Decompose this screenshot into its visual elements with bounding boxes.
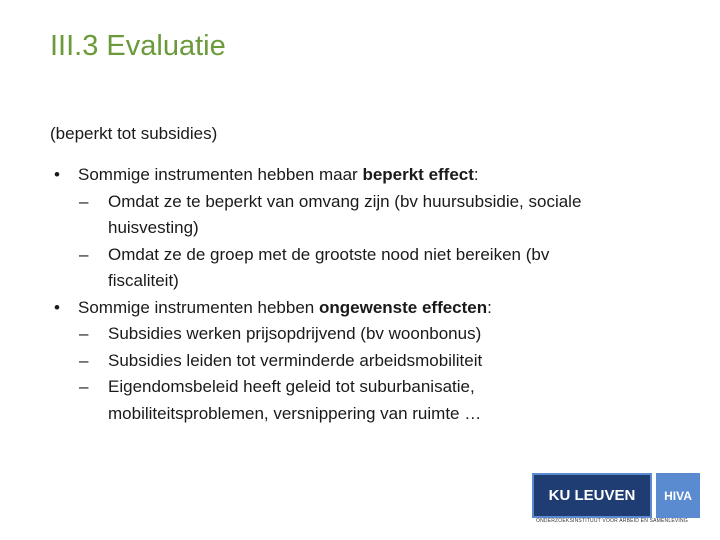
- bullet-marker: •: [54, 297, 60, 317]
- sub-bullet-continuation: huisvesting): [108, 218, 199, 237]
- logo: [532, 473, 700, 518]
- slide-title: III.3 Evaluatie: [50, 30, 226, 62]
- sub-bullet-marker: –: [79, 377, 89, 396]
- sub-bullet-item: [50, 321, 710, 348]
- sub-bullet-text: Omdat ze te beperkt van omvang zijn (bv huursubsidie, sociale: [108, 191, 582, 211]
- sub-bullet-marker: –: [79, 350, 89, 370]
- sub-bullet-marker: –: [79, 244, 89, 264]
- bullet-text: Sommige instrumenten hebben: [78, 297, 319, 317]
- bullet-emphasis: ongewenste effecten: [318, 297, 488, 317]
- bullet-emphasis: beperkt effect: [362, 165, 474, 184]
- bullet-text-end: :: [487, 297, 492, 317]
- sub-bullet-text: Omdat ze de groep met de grootste nood niet bereiken (bv: [108, 244, 550, 264]
- bullet-item: [50, 162, 710, 189]
- sub-bullet-continuation: fiscaliteit): [108, 271, 179, 290]
- bullet-text: Sommige instrumenten hebben maar: [78, 165, 363, 184]
- bullet-list: [50, 162, 710, 427]
- sub-bullet-text: Eigendomsbeleid heeft geleid tot suburbanisatie,: [108, 377, 475, 396]
- hiva-logo: HIVA: [656, 473, 700, 518]
- bullet-text-end: :: [473, 165, 479, 184]
- sub-bullet-text: Subsidies werken prijsopdrijvend (bv woonbonus): [108, 324, 482, 343]
- bullet-marker: •: [54, 165, 60, 184]
- sub-bullet-text: Subsidies leiden tot verminderde arbeidsmobiliteit: [108, 350, 483, 370]
- slide-subtitle: (beperkt tot subsidies): [50, 124, 218, 143]
- sub-bullet-item: [50, 242, 710, 269]
- sub-bullet-item: [50, 189, 710, 216]
- sub-bullet-continuation: mobiliteitsproblemen, versnippering van ruimte …: [108, 403, 482, 423]
- bullet-item: [50, 295, 710, 322]
- logo-tagline: ONDERZOEKSINSTITUUT VOOR ARBEID EN SAMENLEVING: [536, 518, 688, 524]
- sub-bullet-marker: –: [79, 324, 89, 343]
- sub-bullet-item: [50, 374, 710, 401]
- kuleuven-logo: KU LEUVEN: [532, 473, 652, 518]
- sub-bullet-item: [50, 348, 710, 375]
- sub-bullet-marker: –: [79, 191, 89, 211]
